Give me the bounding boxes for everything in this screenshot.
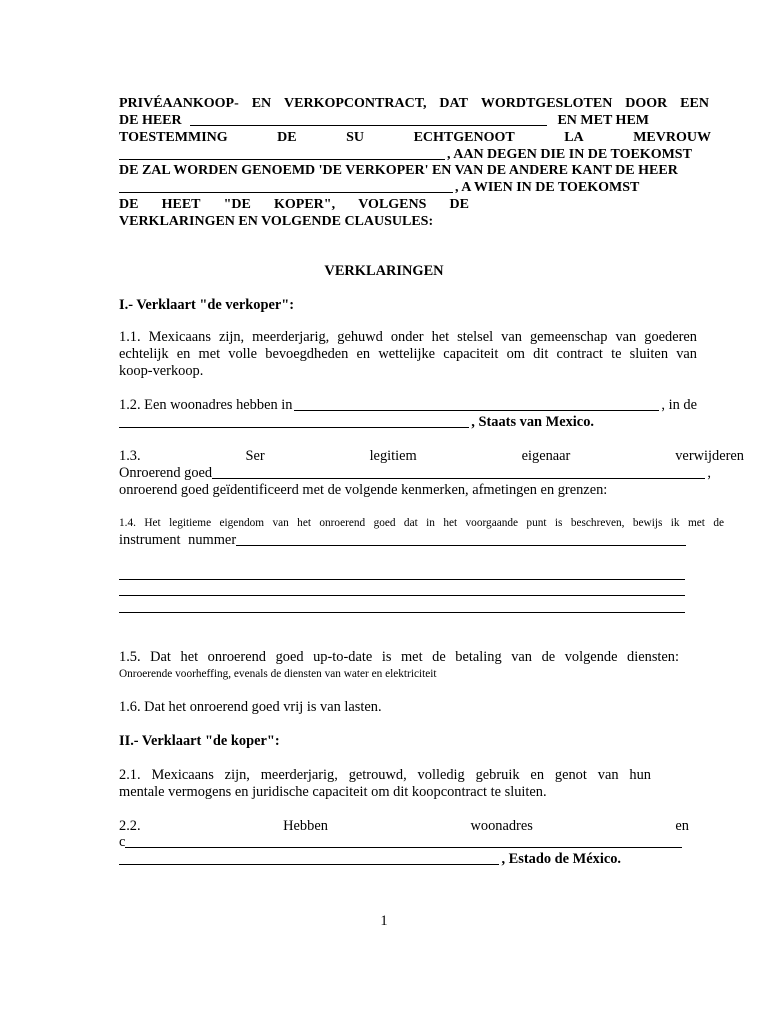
title-line-1: PRIVÉAANKOOP- EN VERKOPCONTRACT, DAT WORDTGESLOTEN DOOR EEN — [119, 96, 709, 111]
clause-1-4-line-2: instrument nummer — [119, 532, 686, 549]
clause-1-4-line-1: 1.4. Het legitieme eigendom van het onroerend goed dat in het voorgaande punt is beschreven, bewijs ik met de — [119, 517, 724, 529]
title-line-7: DE HEET "DE KOPER", VOLGENS DE — [119, 197, 469, 212]
clause-1-5-line-2: Onroerende voorheffing, evenals de diensten van water en elektriciteit — [119, 668, 437, 680]
clause-1-1-line-2: echtelijk en met volle bevoegdheden en wettelijke capaciteit om dit contract te sluiten van — [119, 346, 697, 362]
section-2-heading: II.- Verklaart "de koper": — [119, 733, 280, 749]
clause-1-3-line-3: onroerend goed geïdentificeerd met de volgende kenmerken, afmetingen en grenzen: — [119, 482, 608, 498]
clause-2-1-line-1: 2.1. Mexicaans zijn, meerderjarig, getrouwd, volledig gebruik en genot van hun — [119, 767, 651, 783]
clause-1-5-line-1: 1.5. Dat het onroerend goed up-to-date is met de betaling van de volgende diensten: — [119, 649, 679, 665]
clause-2-2-line-1: 2.2. Hebben woonadres en — [119, 818, 689, 834]
clause-2-2-line-2: c — [119, 834, 682, 851]
title-line-3: TOESTEMMING DE SU ECHTGENOOT LA MEVROUW — [119, 130, 711, 145]
clause-2-1-line-2: mentale vermogens en juridische capaciteit om dit koopcontract te sluiten. — [119, 784, 547, 800]
clause-2-2-line-3: , Estado de México. — [119, 851, 621, 868]
clause-1-1-line-1: 1.1. Mexicaans zijn, meerderjarig, gehuwd onder het stelsel van gemeenschap van goederen — [119, 329, 697, 345]
page-number: 1 — [380, 913, 388, 929]
title-line-8: VERKLARINGEN EN VOLGENDE CLAUSULES: — [119, 214, 434, 229]
blank-line — [119, 595, 685, 596]
title-line-2: DE HEER EN MET HEM — [119, 113, 649, 128]
clause-1-6: 1.6. Dat het onroerend goed vrij is van lasten. — [119, 699, 382, 715]
title-line-5: DE ZAL WORDEN GENOEMD 'DE VERKOPER' EN VAN DE ANDERE KANT DE HEER — [119, 163, 678, 178]
clause-1-2-line-2: , Staats van Mexico. — [119, 414, 594, 431]
clause-1-3-line-1: 1.3. Ser legitiem eigenaar verwijderen — [119, 448, 744, 464]
blank-line — [119, 579, 685, 580]
title-line-4: , AAN DEGEN DIE IN DE TOEKOMST — [119, 146, 720, 163]
clause-1-2-line-1: 1.2. Een woonadres hebben in , in de — [119, 397, 697, 413]
clause-1-3-line-2: Onroerend goed , — [119, 465, 711, 481]
section-1-heading: I.- Verklaart "de verkoper": — [119, 297, 295, 313]
clause-1-1-line-3: koop-verkoop. — [119, 363, 204, 379]
section-heading: VERKLARINGEN — [324, 263, 444, 279]
blank-line — [119, 612, 685, 613]
title-line-6: , A WIEN IN DE TOEKOMST — [119, 179, 685, 196]
